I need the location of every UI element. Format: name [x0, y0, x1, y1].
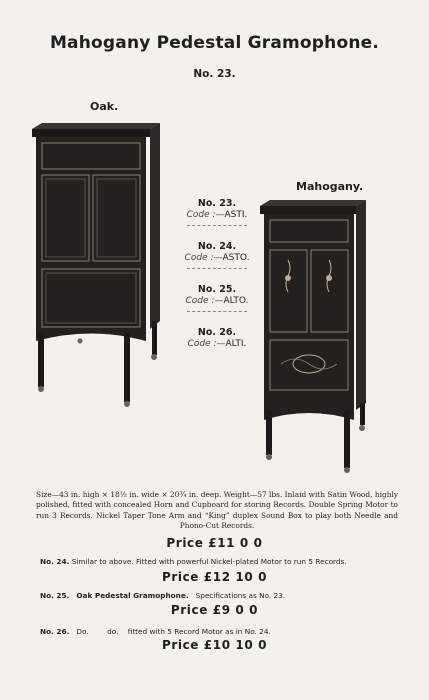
code-number: No. 25. [197, 284, 237, 295]
oak-gramophone-illustration [28, 121, 168, 411]
code-number: No. 24. [197, 241, 237, 252]
price-26: Price £10 10 0 [161, 638, 268, 652]
divider [187, 225, 247, 226]
code-item-26 [172, 327, 262, 370]
divider [187, 268, 247, 269]
code-label: Code :— [187, 339, 226, 349]
item-name: Oak Pedestal Gramophone. [76, 591, 189, 600]
price-23: Price £11 0 0 [166, 536, 263, 550]
model-number: No. 23. [193, 68, 236, 80]
code-word: ASTO. [222, 253, 250, 263]
code-label: Code :— [184, 253, 223, 263]
specification-text: Size—43 in. high × 18½ in. wide × 20¾ in. deep. Weight—57 lbs. Inlaid with Satin Wood, highly polished, fitted with concealed Horn and Cupboard for storing Records. Double Spring Motor to run 3 Records. Nickel Taper Tone Arm and “King” duplex Sound Box to play both Needle and Phono-Cut Records. [36, 490, 398, 530]
item-26 [40, 627, 400, 636]
code-word: ALTO. [223, 296, 249, 306]
code-item-23 [172, 198, 262, 241]
caption-mahogany: Mahogany. [296, 180, 364, 193]
code-word: ALTI. [225, 339, 247, 349]
item-description: Similar to above. Fitted with powerful Nickel-plated Motor to run 5 Records. [71, 557, 347, 566]
price-25: Price £9 0 0 [170, 603, 259, 617]
divider [187, 311, 247, 312]
item-25 [40, 591, 400, 600]
page-title: Mahogany Pedestal Gramophone. [49, 33, 380, 53]
item-number: No. 26. [40, 627, 70, 636]
item-description: Do. do. fitted with 5 Record Motor as in No. 24. [76, 627, 271, 636]
code-number: No. 26. [197, 327, 237, 338]
mahogany-gramophone-illustration [256, 198, 396, 478]
code-item-25 [172, 284, 262, 327]
code-item-24 [172, 241, 262, 284]
code-label: Code :— [186, 210, 225, 220]
item-number: No. 25. [40, 591, 70, 600]
code-list [172, 198, 262, 370]
code-word: ASTI. [224, 210, 248, 220]
item-description: Specifications as No. 23. [195, 591, 286, 600]
code-label: Code :— [185, 296, 224, 306]
code-number: No. 23. [197, 198, 237, 209]
caption-oak: Oak. [90, 100, 119, 113]
item-24 [40, 557, 400, 566]
price-24: Price £12 10 0 [161, 570, 268, 584]
item-number: No. 24. [40, 557, 70, 566]
